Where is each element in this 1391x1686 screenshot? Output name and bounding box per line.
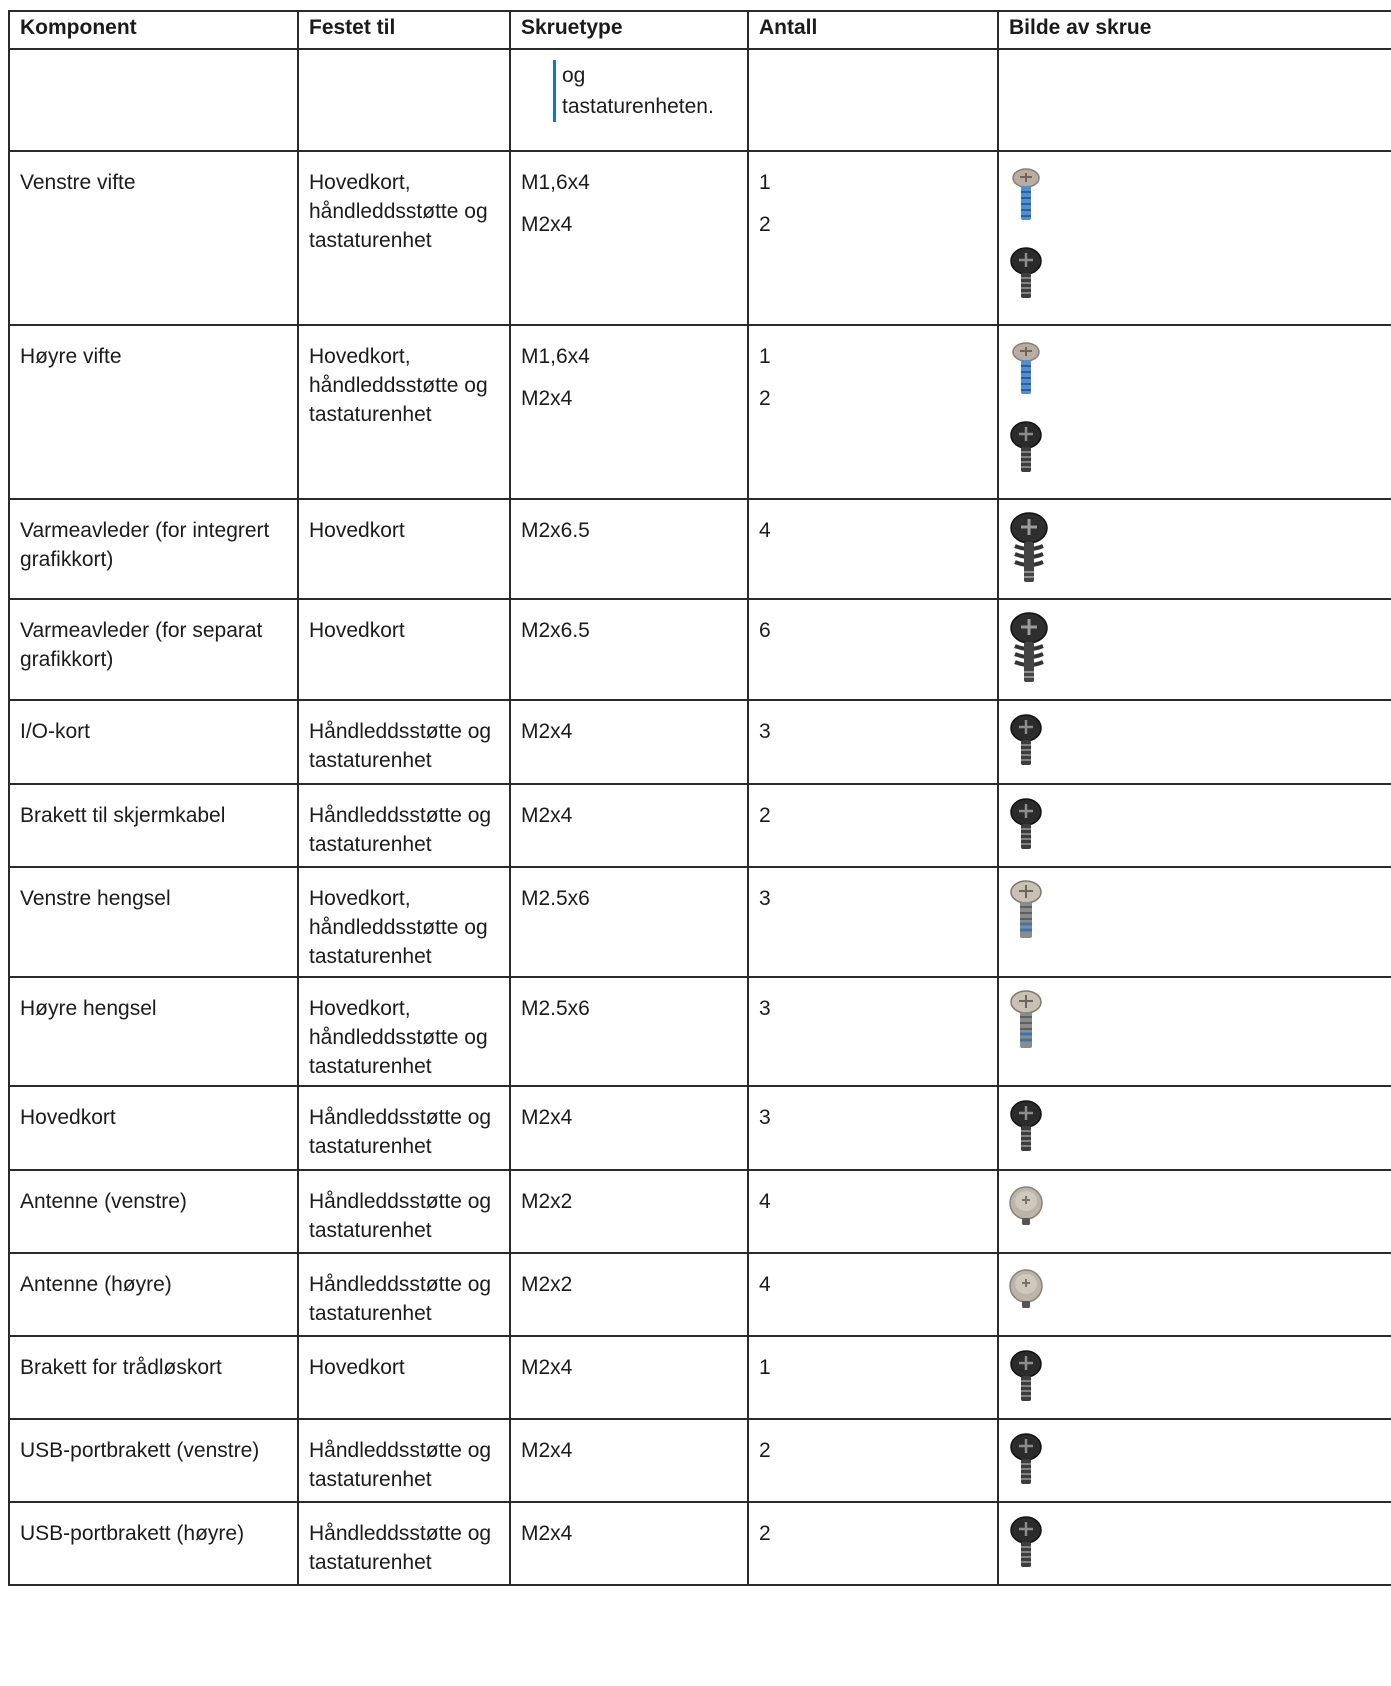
cell-bilde xyxy=(998,1086,1391,1170)
table-row xyxy=(9,977,1391,1086)
screw-black-icon xyxy=(1009,713,1382,769)
table-row xyxy=(9,1170,1391,1253)
screw-table xyxy=(8,10,1391,1586)
cell-antall xyxy=(748,1253,998,1336)
screw-type: M2.5x6 xyxy=(521,887,590,910)
screw-type: M2x6.5 xyxy=(521,619,590,642)
screw-type: M2x2 xyxy=(521,1190,573,1213)
cell-skruetype xyxy=(510,151,748,325)
screw-silver-blue-icon xyxy=(1009,342,1382,400)
screw-black-icon xyxy=(1009,1515,1382,1571)
screw-quantity: 6 xyxy=(759,619,771,642)
cell-skruetype xyxy=(510,784,748,867)
screw-quantity: 2 xyxy=(759,1439,771,1462)
cell-festet-til: Håndleddsstøtte og tastaturenhet xyxy=(298,1170,510,1253)
cell-antall xyxy=(748,784,998,867)
cell-bilde xyxy=(998,599,1391,700)
cell-festet-til: Håndleddsstøtte og tastaturenhet xyxy=(298,784,510,867)
screw-type: M2x2 xyxy=(521,1273,573,1296)
cell-festet-til: Hovedkort, håndleddsstøtte og tastaturenhet xyxy=(298,977,510,1086)
cell-antall xyxy=(748,151,998,325)
spring-screw-icon xyxy=(1009,512,1382,586)
cell-antall xyxy=(748,599,998,700)
cell-bilde xyxy=(998,977,1391,1086)
cell-komponent: Antenne (venstre) xyxy=(9,1170,298,1253)
cell-antall xyxy=(748,499,998,599)
screw-quantity: 1 xyxy=(759,1356,771,1379)
cell-komponent: Høyre hengsel xyxy=(9,977,298,1086)
screw-type: M2.5x6 xyxy=(521,997,590,1020)
cell-komponent: Brakett for trådløskort xyxy=(9,1336,298,1419)
screw-quantity: 4 xyxy=(759,1273,771,1296)
screw-quantity: 3 xyxy=(759,1106,771,1129)
cell-komponent: I/O-kort xyxy=(9,700,298,784)
header-komponent: Komponent xyxy=(9,11,298,49)
cell-bilde xyxy=(998,1170,1391,1253)
cell-komponent: USB-portbrakett (venstre) xyxy=(9,1419,298,1502)
cell-komponent: Varmeavleder (for separat grafikkort) xyxy=(9,599,298,700)
cell-komponent: Hovedkort xyxy=(9,1086,298,1170)
screw-type: M1,6x4 xyxy=(521,171,590,194)
header-antall: Antall xyxy=(748,11,998,49)
screw-black-icon xyxy=(1009,797,1382,853)
header-bilde: Bilde av skrue xyxy=(998,11,1391,49)
screw-flat-silver-icon xyxy=(1009,1266,1382,1310)
cell-festet-til: Håndleddsstøtte og tastaturenhet xyxy=(298,1502,510,1585)
cell-bilde xyxy=(998,867,1391,977)
continuation-row xyxy=(9,49,1391,151)
cell-antall xyxy=(748,1502,998,1585)
table-row xyxy=(9,700,1391,784)
cell-komponent: Varmeavleder (for integrert grafikkort) xyxy=(9,499,298,599)
cell-skruetype xyxy=(510,1086,748,1170)
cell-komponent: Venstre hengsel xyxy=(9,867,298,977)
cell-bilde xyxy=(998,499,1391,599)
cell-bilde xyxy=(998,151,1391,325)
cell-komponent: Antenne (høyre) xyxy=(9,1253,298,1336)
screw-quantity: 4 xyxy=(759,519,771,542)
screw-quantity: 3 xyxy=(759,887,771,910)
cell-komponent: Brakett til skjermkabel xyxy=(9,784,298,867)
cell-antall xyxy=(748,867,998,977)
screw-flat-silver-icon xyxy=(1009,1183,1382,1227)
cell-skruetype xyxy=(510,1336,748,1419)
cell-antall xyxy=(748,1336,998,1419)
cell-bilde xyxy=(998,325,1391,499)
cell-antall xyxy=(748,1419,998,1502)
screw-type: M2x4 xyxy=(521,213,573,236)
cell-festet-til: Håndleddsstøtte og tastaturenhet xyxy=(298,1086,510,1170)
cell-skruetype xyxy=(510,499,748,599)
cell-festet-til: Hovedkort xyxy=(298,599,510,700)
cell-antall xyxy=(748,325,998,499)
screw-quantity: 3 xyxy=(759,997,771,1020)
cell-skruetype xyxy=(510,977,748,1086)
cell-antall xyxy=(748,1086,998,1170)
cell-komponent: Høyre vifte xyxy=(9,325,298,499)
screw-quantity: 2 xyxy=(759,387,771,410)
cell-skruetype xyxy=(510,867,748,977)
cell-skruetype xyxy=(510,700,748,784)
screw-silver-blue-icon xyxy=(1009,168,1382,226)
cell-antall xyxy=(748,977,998,1086)
header-skruetype: Skruetype xyxy=(510,11,748,49)
cell-festet-til: Håndleddsstøtte og tastaturenhet xyxy=(298,700,510,784)
screw-quantity: 3 xyxy=(759,720,771,743)
spring-screw-icon xyxy=(1009,612,1382,686)
screw-type: M2x4 xyxy=(521,720,573,743)
table-row xyxy=(9,1086,1391,1170)
screw-type: M2x4 xyxy=(521,1106,573,1129)
table-row xyxy=(9,599,1391,700)
cell-festet-til: Hovedkort, håndleddsstøtte og tastaturenhet xyxy=(298,151,510,325)
cell-festet-til: Håndleddsstøtte og tastaturenhet xyxy=(298,1419,510,1502)
screw-type: M2x4 xyxy=(521,804,573,827)
screw-type: M1,6x4 xyxy=(521,345,590,368)
table-row xyxy=(9,1336,1391,1419)
table-row xyxy=(9,1253,1391,1336)
cell-bilde xyxy=(998,784,1391,867)
table-row xyxy=(9,151,1391,325)
table-row xyxy=(9,325,1391,499)
screw-black-icon xyxy=(1009,1349,1382,1405)
continuation-text: og tastaturenheten. xyxy=(553,60,714,122)
screw-quantity: 2 xyxy=(759,213,771,236)
screw-silver-long-icon xyxy=(1009,880,1382,942)
cell-komponent: USB-portbrakett (høyre) xyxy=(9,1502,298,1585)
table-row xyxy=(9,499,1391,599)
cell-komponent: Venstre vifte xyxy=(9,151,298,325)
table-row xyxy=(9,867,1391,977)
screw-black-icon xyxy=(1009,420,1382,476)
cell-skruetype xyxy=(510,1502,748,1585)
cell-skruetype xyxy=(510,325,748,499)
cell-bilde xyxy=(998,1419,1391,1502)
cell-festet-til: Hovedkort xyxy=(298,1336,510,1419)
cell-bilde xyxy=(998,1253,1391,1336)
cell-festet-til: Håndleddsstøtte og tastaturenhet xyxy=(298,1253,510,1336)
table-row xyxy=(9,1502,1391,1585)
screw-quantity: 2 xyxy=(759,804,771,827)
screw-quantity: 4 xyxy=(759,1190,771,1213)
header-row xyxy=(9,11,1391,49)
screw-type: M2x4 xyxy=(521,1439,573,1462)
screw-silver-long-icon xyxy=(1009,990,1382,1052)
screw-quantity: 2 xyxy=(759,1522,771,1545)
cell-festet-til: Hovedkort, håndleddsstøtte og tastaturenhet xyxy=(298,325,510,499)
cell-bilde xyxy=(998,1502,1391,1585)
cell-antall xyxy=(748,700,998,784)
screw-type: M2x6.5 xyxy=(521,519,590,542)
screw-type: M2x4 xyxy=(521,1356,573,1379)
cell-skruetype xyxy=(510,1170,748,1253)
cell-antall xyxy=(748,1170,998,1253)
screw-black-icon xyxy=(1009,246,1382,302)
screw-black-icon xyxy=(1009,1099,1382,1155)
screw-quantity: 1 xyxy=(759,171,771,194)
cell-skruetype xyxy=(510,1419,748,1502)
cell-bilde xyxy=(998,700,1391,784)
cell-skruetype xyxy=(510,1253,748,1336)
cell-skruetype xyxy=(510,599,748,700)
cell-bilde xyxy=(998,1336,1391,1419)
screw-type: M2x4 xyxy=(521,1522,573,1545)
screw-black-icon xyxy=(1009,1432,1382,1488)
header-festet-til: Festet til xyxy=(298,11,510,49)
screw-type: M2x4 xyxy=(521,387,573,410)
table-row xyxy=(9,1419,1391,1502)
cell-festet-til: Hovedkort, håndleddsstøtte og tastaturenhet xyxy=(298,867,510,977)
table-row xyxy=(9,784,1391,867)
cell-festet-til: Hovedkort xyxy=(298,499,510,599)
screw-quantity: 1 xyxy=(759,345,771,368)
